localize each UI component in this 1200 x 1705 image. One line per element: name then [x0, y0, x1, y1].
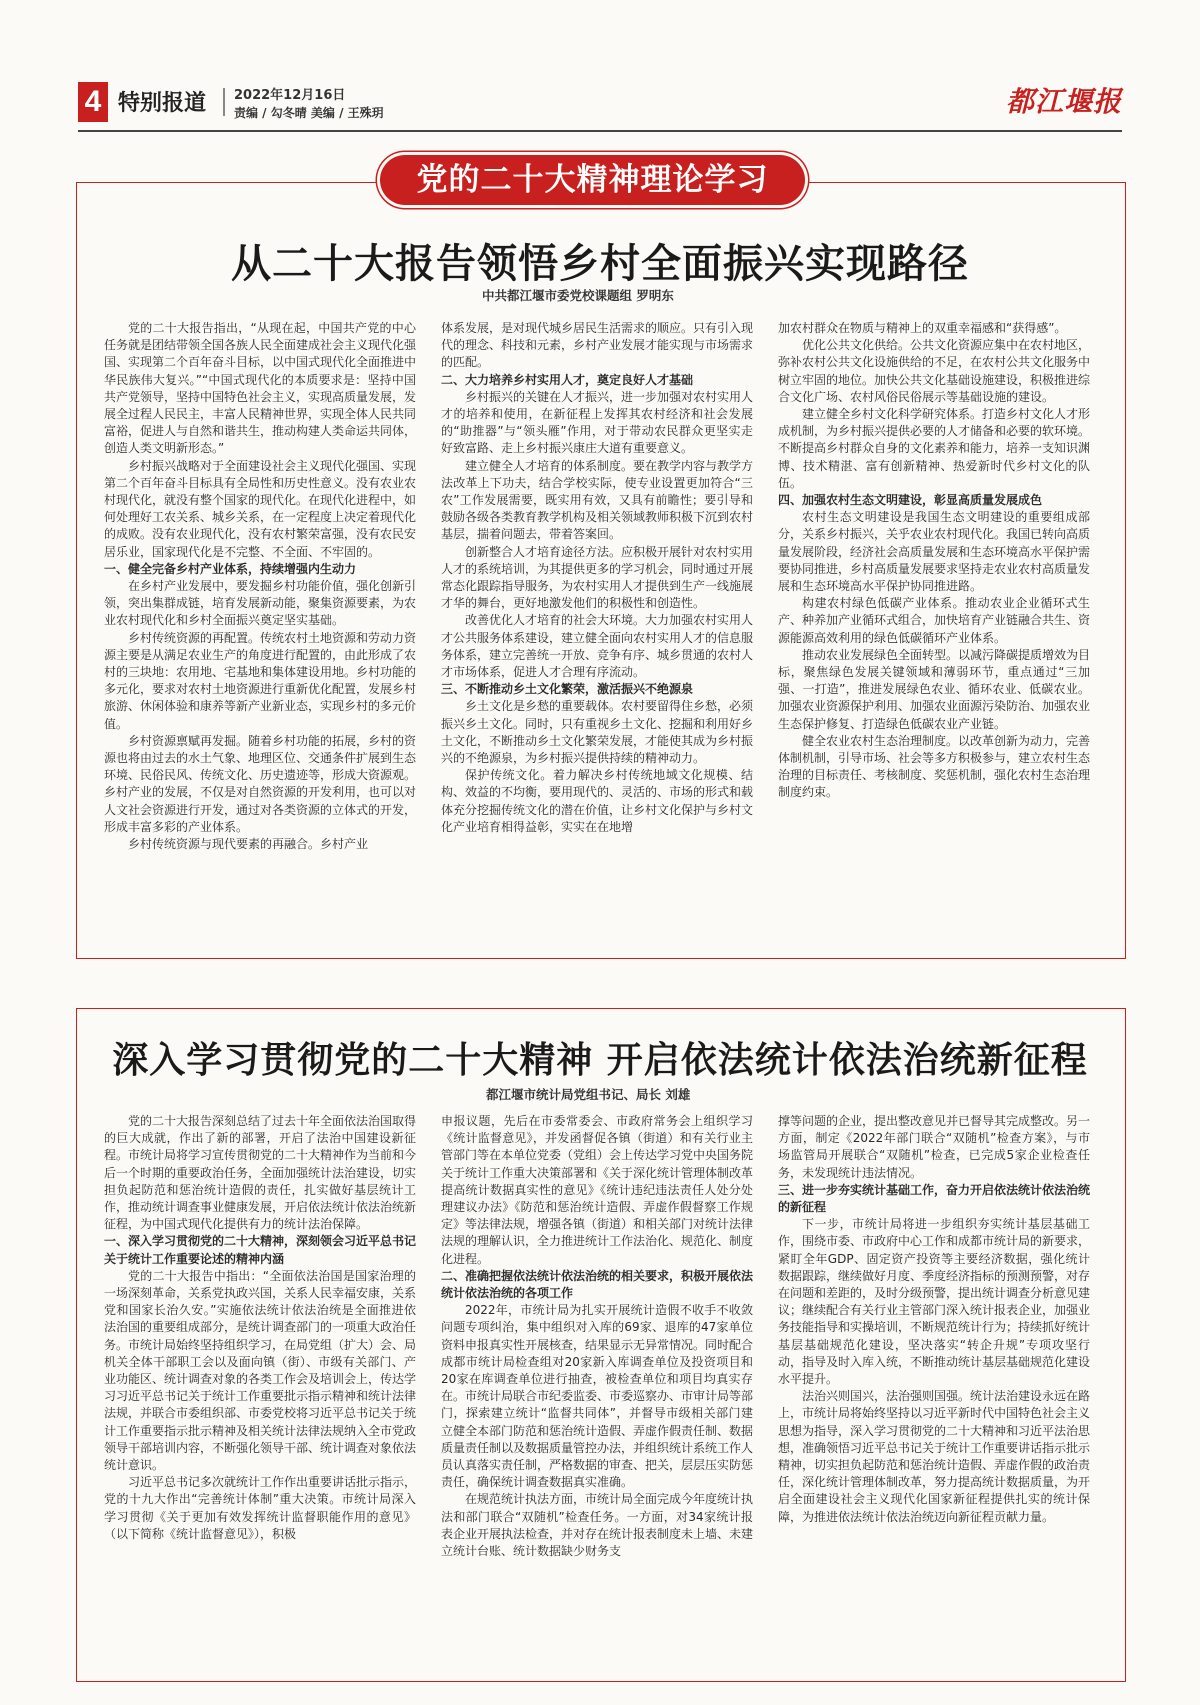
article-2-title: 深入学习贯彻党的二十大精神 开启依法统计依法治统新征程: [112, 1039, 1088, 1081]
paragraph: 下一步，市统计局将进一步组织夯实统计基层基础工作，围绕市委、市政府中心工作和成都市统计局的新要求，紧盯全年GDP、固定资产投资等主要经济数据，强化统计数据跟踪，继续做好月度、季度经济指标的预测预警，对存在问题和差距的，及时分级预警，提出统计调查分析意见建议；继续配合有关行业主管部门深入统计报表企业，加强业务技能指导和实操培训，不断规范统计行为；持续抓好统计基层基础规范化建设，坚决落实“转企升规”专项攻坚行动，指导及时入库入统，不断推动统计基层基础规范化建设水平提升。: [778, 1217, 1090, 1387]
paragraph: 党的二十大报告指出，“从现在起，中国共产党的中心任务就是团结带领全国各族人民全面建成社会主义现代化强国、实现第二个百年奋斗目标，以中国式现代化全面推进中华民族伟大复兴。”“中国式现代化的本质要求是：坚持中国共产党领导，坚持中国特色社会主义，实现高质量发展，发展全过程人民民主，丰富人民精神世界，实现全体人民共同富裕，促进人与自然和谐共生，推动构建人类命运共同体，创造人类文明新形态。”: [104, 321, 416, 456]
paragraph: 乡村传统资源的再配置。传统农村土地资源和劳动力资源主要是从满足农业生产的角度进行配置的，由此形成了农村的三块地：农用地、宅基地和集体建设用地。乡村功能的多元化，要求对农村土地资源进行重新优化配置，发展乡村旅游、休闲体验和康养等新产业新业态，实现乡村的多元价值。: [104, 630, 416, 731]
article-1-column-3: [778, 320, 1090, 940]
paragraph: 在规范统计执法方面，市统计局全面完成今年度统计执法和部门联合“双随机”检查任务。一方面，对34家统计报表企业开展执法检查，并对存在统计报表制度未上墙、未建立统计台账、统计数据缺少财务支: [441, 1492, 753, 1559]
section-heading: 一、健全完备乡村产业体系，持续增强内生动力: [104, 561, 357, 576]
paragraph-continued: 体系发展，是对现代城乡居民生活需求的顺应。只有引入现代的理念、科技和元素，乡村产业发展才能实现与市场需求的匹配。: [441, 321, 753, 370]
paragraph: 乡村资源禀赋再发掘。随着乡村功能的拓展，乡村的资源也将由过去的水土气象、地理区位、交通条件扩展到生态环境、民俗民风、传统文化、历史遗迹等，形成大资源观。乡村产业的发展，不仅是对自然资源的开发利用，也可以对人文社会资源进行开发，通过对各类资源的立体式的开发，形成丰富多彩的产业体系。: [104, 733, 416, 834]
article-2-column-2: [441, 1113, 753, 1668]
section-name: 特别报道: [118, 91, 207, 116]
article-1-byline: 中共都江堰市委党校课题组 罗明东: [482, 288, 674, 303]
paragraph: 2022年，市统计局为扎实开展统计造假不收手不收敛问题专项纠治，集中组织对入库的69家、退库的47家单位资料申报真实性开展核查，结果显示无异常情况。同时配合成都市统计局检查组对20家新入库调查单位及投资项目和20家在库调查单位进行抽查，被检查单位和项目均真实存在。市统计局联合市纪委监委、市委巡察办、市审计局等部门，探索建立统计“监督共同体”，并督导市级相关部门建立健全本部门防范和惩治统计造假、弄虚作假责任制、数据质量责任制以及数据质量管控办法，并组织统计系统工作人员认真落实责任制，严格数据的审查、把关，层层压实防惩责任，确保统计调查数据真实准确。: [441, 1303, 753, 1490]
paragraph: 保护传统文化。着力解决乡村传统地域文化规模、结构、效益的不均衡，要用现代的、灵活的、市场的形式和载体充分挖掘传统文化的潜在价值，让乡村文化保护与乡村文化产业培育相得益彰，实实在在地增: [441, 768, 753, 834]
paragraph: 在乡村产业发展中，要发掘乡村功能价值，强化创新引领，突出集群成链，培育发展新动能，聚集资源要素，为农业农村现代化和乡村全面振兴奠定坚实基础。: [104, 579, 416, 628]
paragraph: 习近平总书记多次就统计工作作出重要讲话批示指示，党的十九大作出“完善统计体制”重大决策。市统计局深入学习贯彻《关于更加有效发挥统计监督职能作用的意见》（以下简称《统计监督意见》），积极: [104, 1475, 416, 1541]
editors-credit: 责编 / 勾冬晴 美编 / 王殊玥: [234, 106, 384, 120]
page-number: 4: [78, 82, 108, 122]
section-heading: 二、大力培养乡村实用人才，奠定良好人才基础: [441, 372, 694, 387]
article-2-byline: 都江堰市统计局党组书记、局长 刘雄: [486, 1087, 691, 1102]
paragraph: 党的二十大报告中指出：“全面依法治国是国家治理的一场深刻革命，关系党执政兴国，关系人民幸福安康，关系党和国家长治久安。”实施依法统计依法治统是全面推进依法治国的重要组成部分，是统计调查部门的一项重大政治任务。市统计局始终坚持组织学习，在局党组（扩大）会、局机关全体干部职工会以及面向镇（街）、市级有关部门、产业功能区、统计调查对象的各类工作会及培训会上，传达学习习近平总书记关于统计工作重要批示指示精神和统计法律法规，并联合市委组织部、市委党校将习近平总书记关于统计工作重要指示批示精神及相关统计法律法规纳入全市党政领导干部培训内容，不断强化领导干部、统计调查对象依法统计意识。: [104, 1268, 416, 1473]
section-heading: 二、准确把握依法统计依法治统的相关要求，积极开展依法统计依法治统的各项工作: [441, 1268, 753, 1301]
paragraph: 乡村振兴的关键在人才振兴，进一步加强对农村实用人才的培养和使用，在新征程上发挥其农村经济和社会发展的“助推器”与“领头雁”作用，对于带动农民群众更坚实走好致富路、走上乡村振兴康庄大道有重要意义。: [441, 389, 753, 456]
paragraph-continued: 加农村群众在物质与精神上的双重幸福感和“获得感”。: [778, 321, 1067, 335]
paragraph: 法治兴则国兴，法治强则国强。统计法治建设永远在路上，市统计局将始终坚持以习近平新时代中国特色社会主义思想为指导，深入学习贯彻党的二十大精神和习近平法治思想，准确领悟习近平总书记关于统计工作重要讲话指示批示精神，切实担负起防范和惩治统计造假、弄虚作假的政治责任，深化统计管理体制改革，努力提高统计数据质量，为开启全面建设社会主义现代化国家新征程提供扎实的统计保障，为推进依法统计依法治统迈向新征程贡献力量。: [778, 1389, 1090, 1524]
paragraph-continued: 撑等问题的企业，提出整改意见并已督导其完成整改。另一方面，制定《2022年部门联合“双随机”检查方案》，与市场监管局开展联合“双随机”检查，已完成5家企业检查任务，未发现统计违法情况。: [778, 1114, 1090, 1180]
article-2-column-1: [104, 1113, 416, 1668]
paragraph: 建立健全人才培育的体系制度。要在教学内容与教学方法改革上下功夫，结合学校实际，使专业设置更加符合“三农”工作发展需要，既实用有效，又具有前瞻性；要引导和鼓励各级各类教育教学机构及相关领域教师积极下沉到农村基层，揣着问题去，带着答案回。: [441, 458, 753, 542]
paragraph: 建立健全乡村文化科学研究体系。打造乡村文化人才形成机制，为乡村振兴提供必要的人才储备和必要的软环境。不断提高乡村群众自身的文化素养和能力，培养一支知识渊博、技术精湛、富有创新精神、热爱新时代乡村文化的队伍。: [778, 407, 1090, 490]
paragraph: 优化公共文化供给。公共文化资源应集中在农村地区，弥补农村公共文化设施供给的不足，在农村公共文化服务中树立牢固的地位。加快公共文化基础设施建设，积极推进综合文化广场、农村风俗民俗展示等基础设施的建设。: [778, 338, 1090, 404]
paragraph: 推动农业发展绿色全面转型。以减污降碳提质增效为目标，聚焦绿色发展关键领域和薄弱环节，重点通过“三加强、一打造”，推进发展绿色农业、循环农业、低碳农业。加强农业资源保护利用、加强农业面源污染防治、加强农业生态保护修复、打造绿色低碳农业产业链。: [778, 647, 1090, 731]
paragraph: 乡村传统资源与现代要素的再融合。乡村产业: [128, 837, 369, 852]
paragraph: 改善优化人才培育的社会大环境。大力加强农村实用人才公共服务体系建设，建立健全面向农村实用人才的信息服务体系，建立完善统一开放、竞争有序、城乡贯通的农村人才市场体系，促进人才合理有序流动。: [441, 613, 753, 680]
paragraph-continued: 申报议题，先后在市委常委会、市政府常务会上组织学习《统计监督意见》，并发函督促各镇（街道）和有关行业主管部门等在本单位党委（党组）会上传达学习党中央国务院关于统计工作重大决策部署和《关于深化统计管理体制改革提高统计数据真实性的意见》《统计违纪违法责任人处分处理建议办法》《防范和惩治统计造假、弄虚作假督察工作规定》等法律法规，增强各镇（街道）和相关部门对统计法律法规的理解认识，全力推进统计工作法治化、规范化、制度化进程。: [441, 1114, 753, 1266]
paragraph: 健全农业农村生态治理制度。以改革创新为动力，完善体制机制，引导市场、社会等多方积极参与，建立农村生态治理的目标责任、考核制度、奖惩机制，强化农村生态治理制度约束。: [778, 733, 1090, 800]
article-1-column-2: [441, 320, 753, 940]
section-heading: 一、深入学习贯彻党的二十大精神，深刻领会习近平总书记关于统计工作重要论述的精神内涵: [104, 1234, 416, 1266]
paragraph: 农村生态文明建设是我国生态文明建设的重要组成部分，关系乡村振兴，关乎农业农村现代化。我国已转向高质量发展阶段，经济社会高质量发展和生态环境高水平保护需要协同推进，乡村高质量发展要求坚持走农业农村高质量发展和生态环境高水平保护协同推进路。: [778, 510, 1090, 594]
article-1-column-1: [104, 320, 416, 940]
header-rule: [78, 130, 1122, 132]
article-2-column-3: [778, 1113, 1090, 1668]
issue-date: 2022年12月16日: [234, 88, 346, 103]
column-banner: 党的二十大精神理论学习: [380, 155, 805, 205]
section-heading: 三、不断推动乡土文化繁荣，激活振兴不绝源泉: [441, 682, 694, 697]
section-heading: 三、进一步夯实统计基础工作，奋力开启依法统计依法治统的新征程: [778, 1182, 1090, 1215]
paragraph: 创新整合人才培育途径方法。应积极开展针对农村实用人才的系统培训，为其提供更多的学习机会，同时通过开展常态化跟踪指导服务，为农村实用人才提供到生产一线施展才华的舞台，更好地激发他们的积极性和创造性。: [441, 544, 753, 611]
header-divider: [223, 88, 225, 116]
section-heading: 四、加强农村生态文明建设，彰显高质量发展成色: [778, 493, 1043, 508]
paragraph: 乡村振兴战略对于全面建设社会主义现代化强国、实现第二个百年奋斗目标具有全局性和历史性意义。没有农业农村现代化，就没有整个国家的现代化。在现代化进程中，如何处理好工农关系、城乡关系，在一定程度上决定着现代化的成败。没有农业现代化，没有农村繁荣富强，没有农民安居乐业，国家现代化是不完整、不全面、不牢固的。: [104, 458, 416, 559]
article-1-title: 从二十大报告领悟乡村全面振兴实现路径: [231, 240, 969, 287]
paragraph: 党的二十大报告深刻总结了过去十年全面依法治国取得的巨大成就，作出了新的部署，开启了法治中国建设新征程。市统计局将学习宣传贯彻党的二十大精神作为当前和今后一个时期的重要政治任务，全面加强统计法治建设，切实担负起防范和惩治统计造假的责任，扎实做好基层统计工作，推动统计调查事业健康发展，开启依法统计依法治统新征程，为中国式现代化提供有力的统计法治保障。: [104, 1114, 416, 1232]
newspaper-logo: 都江堰报: [1005, 85, 1122, 118]
paragraph: 乡土文化是乡愁的重要载体。农村要留得住乡愁，必须振兴乡土文化。同时，只有重视乡土文化、挖掘和利用好乡土文化，不断推动乡土文化繁荣发展，才能使其成为乡村振兴的不绝源泉，为乡村振兴提供持续的精神动力。: [441, 699, 753, 766]
page-header: [78, 78, 1122, 130]
paragraph: 构建农村绿色低碳产业体系。推动农业企业循环式生产、种养加产业循环式组合，加快培育产业链融合共生、资源能源高效利用的绿色低碳循环产业体系。: [778, 596, 1090, 645]
